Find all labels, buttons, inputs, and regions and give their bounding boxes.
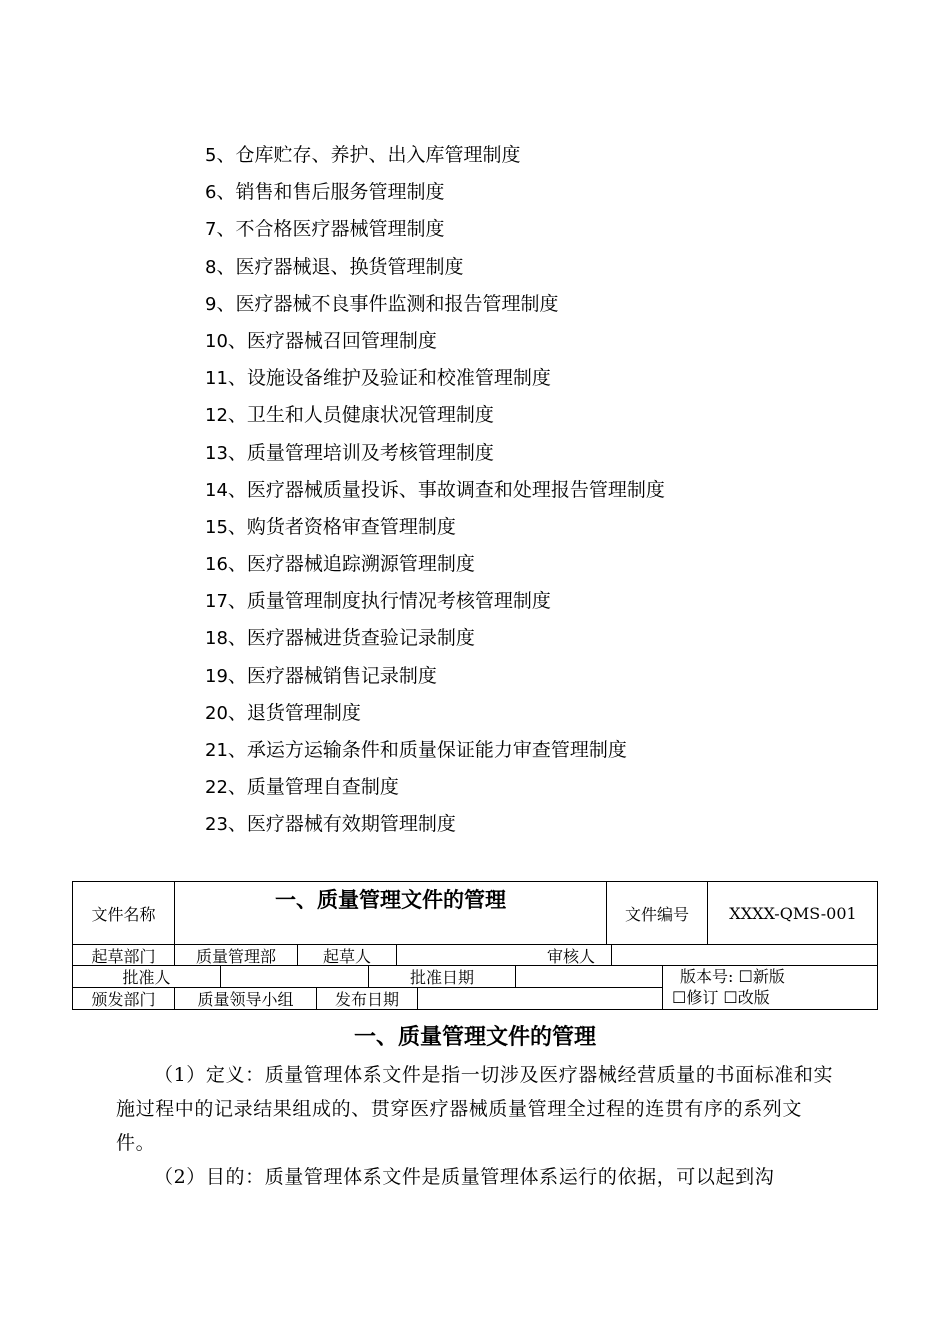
list-item-number: 15: [205, 516, 228, 538]
section-title: 一、质量管理文件的管理: [353, 1024, 596, 1050]
list-item-number: 19: [205, 665, 228, 687]
list-item-text: 、质量管理制度执行情况考核管理制度: [227, 590, 551, 613]
drafter-label: 起草人: [297, 945, 396, 966]
draft-dept: 质量管理部: [174, 945, 297, 966]
list-item: [205, 509, 665, 546]
list-item-text: 、退货管理制度: [227, 701, 361, 724]
list-item-number: 22: [205, 777, 228, 799]
list-item: [205, 472, 665, 509]
list-item: [205, 546, 665, 583]
list-item-number: 12: [205, 405, 228, 427]
list-item-text: 、医疗器械追踪溯源管理制度: [227, 553, 475, 576]
file-number: XXXX-QMS-001: [707, 882, 878, 945]
list-item-text: 、医疗器械销售记录制度: [227, 664, 437, 687]
list-item-number: 6: [205, 182, 217, 204]
list-item: [205, 435, 665, 472]
file-name-label: 文件名称: [73, 882, 174, 945]
issue-dept: 质量领导小组: [174, 988, 316, 1009]
list-item-number: 23: [205, 814, 228, 836]
list-item-number: 21: [205, 740, 228, 761]
file-number-label: 文件编号: [606, 882, 707, 945]
list-item-number: 10: [205, 330, 228, 352]
list-item: [205, 286, 665, 323]
list-item-number: 18: [205, 628, 228, 650]
list-item-number: 8: [205, 256, 217, 278]
approve-date-label: 批准日期: [368, 966, 515, 988]
list-item: [205, 732, 665, 769]
list-item-number: 7: [205, 219, 217, 241]
file-title: 一、质量管理文件的管理: [174, 882, 606, 945]
reviewer-value: [611, 945, 878, 966]
list-item-text: 、医疗器械不良事件监测和报告管理制度: [216, 292, 559, 315]
issue-dept-label: 颁发部门: [91, 990, 156, 1009]
list-item-text: 、仓库贮存、养护、出入库管理制度: [216, 144, 521, 166]
version-line-1: 版本号: ☐新版: [680, 967, 785, 986]
list-item-text: 、质量管理培训及考核管理制度: [227, 441, 494, 464]
list-item: [205, 658, 665, 695]
list-item-text: 、不合格医疗器械管理制度: [216, 218, 445, 241]
approver-value: [220, 966, 368, 988]
approve-date-value: [515, 966, 662, 988]
issue-date-value: [417, 988, 662, 1009]
version-cell: [662, 966, 878, 1009]
list-item: [205, 620, 665, 657]
issue-date-label: 发布日期: [316, 988, 417, 1009]
list-item: [205, 806, 665, 843]
list-item-text: 、承运方运输条件和质量保证能力审查管理制度: [227, 739, 627, 761]
list-item-number: 13: [205, 442, 228, 464]
list-item-number: 16: [205, 554, 228, 576]
paragraph-definition: （1）定义：质量管理体系文件是指一切涉及医疗器械经营质量的书面标准和实施过程中的记录结果组成的、贯穿医疗器械质量管理全过程的连贯有序的系列文件。: [116, 1064, 834, 1154]
list-item-number: 20: [205, 702, 228, 724]
list-item: [205, 323, 665, 360]
document-header-table: [72, 881, 878, 1010]
list-item-text: 、购货者资格审查管理制度: [227, 515, 456, 538]
list-item: [205, 397, 665, 434]
approver-label: 批准人: [73, 966, 220, 988]
list-item-number: 17: [205, 591, 228, 613]
list-item-number: 5: [205, 145, 217, 166]
list-item-text: 、质量管理自查制度: [227, 776, 399, 799]
drafter-value: [396, 945, 531, 966]
list-item: [205, 769, 665, 806]
list-item-text: 、医疗器械退、换货管理制度: [216, 255, 464, 278]
list-item: [205, 137, 665, 174]
list-item: [205, 249, 665, 286]
list-item-text: 、卫生和人员健康状况管理制度: [227, 404, 494, 427]
list-item-number: 9: [205, 293, 217, 315]
list-item-text: 、设施设备维护及验证和校准管理制度: [227, 367, 551, 390]
regulation-list: [205, 137, 665, 844]
reviewer-label: 审核人: [531, 945, 611, 966]
list-item-text: 、销售和售后服务管理制度: [216, 181, 445, 204]
paragraph-purpose: （2）目的：质量管理体系文件是质量管理体系运行的依据，可以起到沟: [154, 1166, 775, 1188]
list-item-text: 、医疗器械质量投诉、事故调查和处理报告管理制度: [227, 478, 665, 501]
list-item: [205, 695, 665, 732]
list-item: [205, 211, 665, 248]
version-line-2: ☐修订 ☐改版: [672, 988, 770, 1007]
list-item: [205, 360, 665, 397]
list-item: [205, 583, 665, 620]
list-item-text: 、医疗器械进货查验记录制度: [227, 627, 475, 650]
list-item-text: 、医疗器械召回管理制度: [227, 329, 437, 352]
draft-dept-label: 起草部门: [73, 945, 174, 966]
list-item-text: 、医疗器械有效期管理制度: [227, 813, 456, 836]
list-item: [205, 174, 665, 211]
list-item-number: 11: [205, 368, 228, 390]
list-item-number: 14: [205, 479, 228, 501]
